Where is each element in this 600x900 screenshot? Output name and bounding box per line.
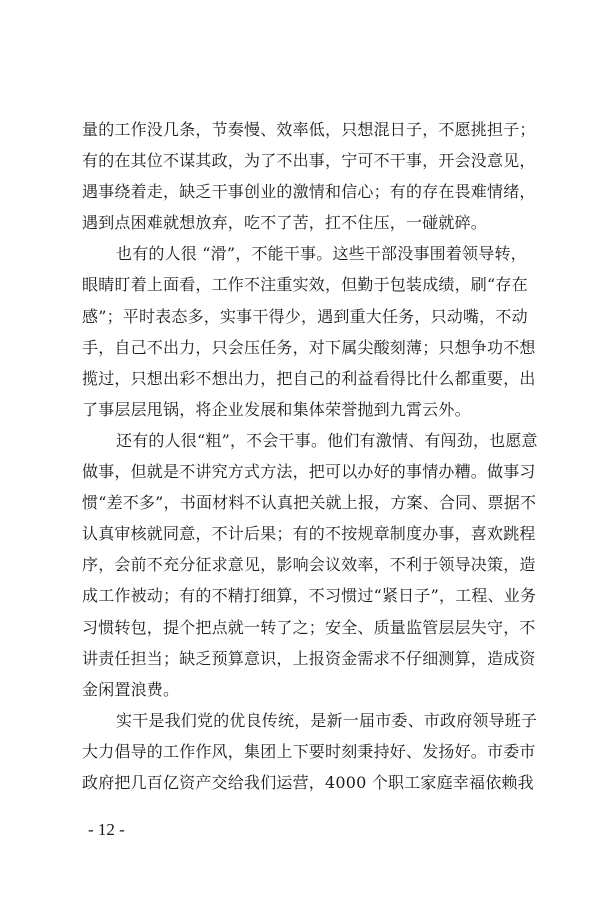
text-line: 眼睛盯着上面看，工作不注重实效，但勤于包装成绩，刷“存在 [82, 275, 528, 295]
text-line: 还有的人很“粗”，不会干事。他们有激情、有闯劲，也愿意 [116, 430, 538, 450]
text-line: 遇事绕着走，缺乏干事创业的激情和信心；有的存在畏难情绪， [82, 182, 536, 202]
text-line: 政府把几百亿资产交给我们运营，4000 个职工家庭幸福依赖我 [82, 772, 534, 792]
text-line: 量的工作没几条，节奏慢、效率低，只想混日子，不愿挑担子； [82, 120, 536, 139]
text-line: 也有的人很 “滑”，不能干事。这些干部没事围着领导转， [116, 244, 527, 264]
text-line: 讲责任担当；缺乏预算意识，上报资金需求不仔细测算，造成资 [82, 648, 536, 668]
text-line: 实干是我们党的优良传统，是新一届市委、市政府领导班子 [116, 710, 538, 730]
text-line: 揽过，只想出彩不想出力，把自己的利益看得比什么都重要，出 [82, 368, 536, 388]
text-line: 手，自己不出力，只会压任务，对下属尖酸刻薄；只想争功不想 [82, 337, 536, 357]
text-line: 惯“差不多”，书面材料不认真把关就上报，方案、合同、票据不 [82, 493, 537, 513]
text-line: 大力倡导的工作作风，集团上下要时刻秉持好、发扬好。市委市 [82, 741, 536, 761]
text-line: 习惯转包，提个把点就一转了之；安全、质量监管层层失守，不 [82, 617, 536, 637]
text-line: 金闲置浪费。 [82, 679, 180, 699]
text-line: 成工作被动；有的不精打细算，不习惯过“紧日子”，工程、业务 [82, 586, 537, 606]
text-line: 遇到点困难就想放弃，吃不了苦，扛不住压，一碰就碎。 [82, 213, 488, 233]
text-line: 序，会前不充分征求意见，影响会议效率，不利于领导决策，造 [82, 555, 536, 575]
text-line: 做事，但就是不讲究方式方法，把可以办好的事情办糟。做事习 [82, 462, 536, 482]
body-text [82, 114, 538, 798]
text-line: 感”；平时表态多，实事干得少，遇到重大任务，只动嘴，不动 [82, 306, 528, 326]
page-number: - 12 - [88, 820, 125, 839]
text-line: 有的在其位不谋其政，为了不出事，宁可不干事，开会没意见， [82, 151, 536, 171]
text-line: 认真审核就同意，不计后果；有的不按规章制度办事，喜欢跳程 [82, 524, 536, 544]
text-line: 了事层层甩锅，将企业发展和集体荣誉抛到九霄云外。 [82, 399, 471, 419]
